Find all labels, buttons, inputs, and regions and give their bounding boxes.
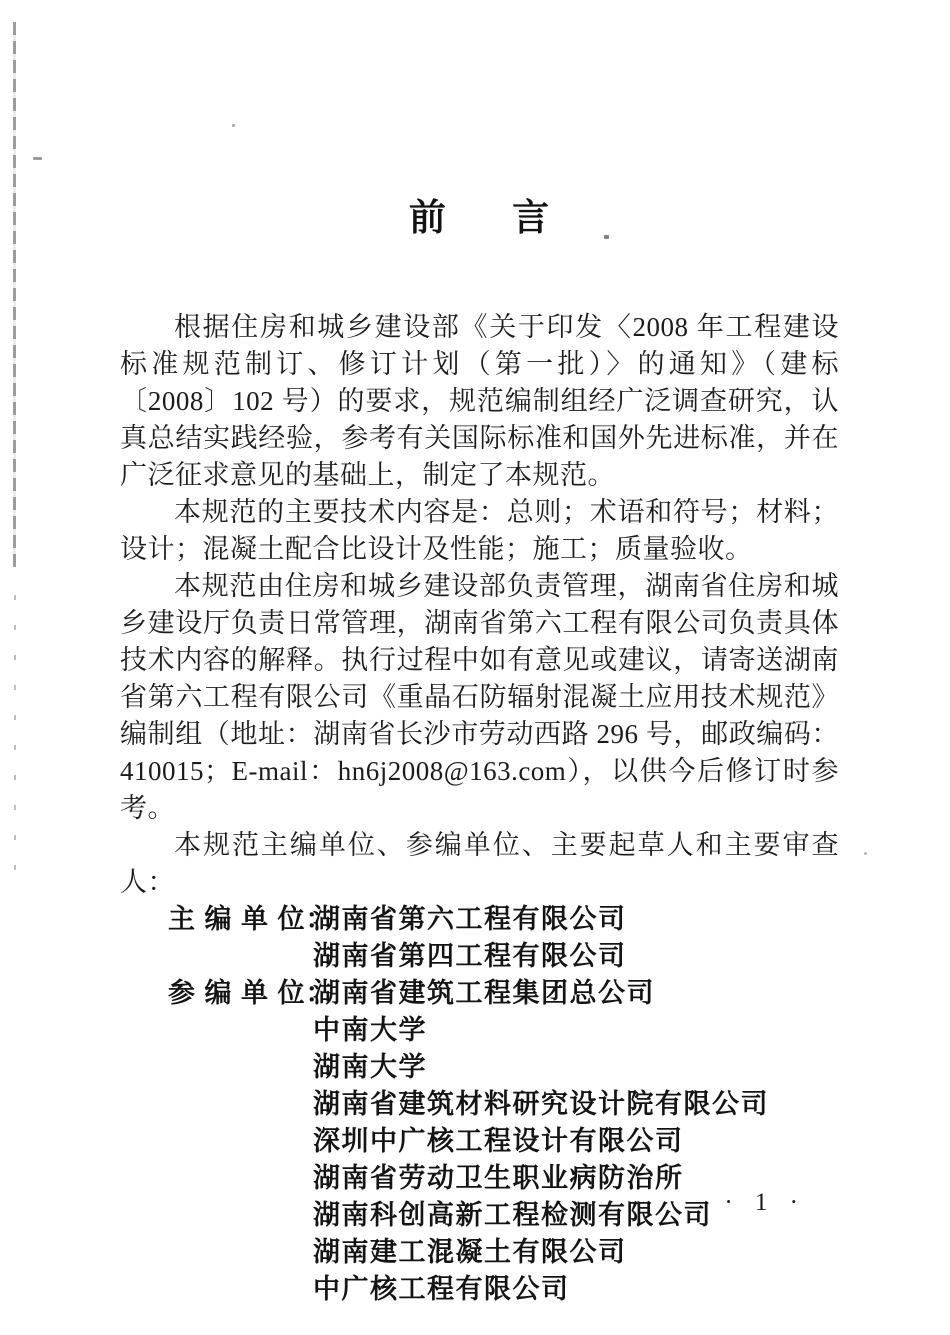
- binding-scan-line: [13, 22, 16, 567]
- org-unit: 湖南省第六工程有限公司: [313, 904, 627, 934]
- participating-units: [313, 975, 839, 1308]
- org-unit: 湖南省建筑工程集团总公司: [313, 978, 655, 1008]
- participating-units-row: [120, 975, 839, 1308]
- org-unit: 湖南省建筑材料研究设计院有限公司: [313, 1089, 769, 1119]
- scan-speck: [33, 157, 42, 160]
- scan-speck: [864, 852, 867, 855]
- org-unit: 湖南大学: [313, 1052, 427, 1082]
- page-content: [120, 0, 839, 1308]
- binding-scan-line-faint: [14, 595, 16, 890]
- organizations-section: [120, 901, 839, 1308]
- paragraph-technical-content: 本规范的主要技术内容是：总则；术语和符号；材料；设计；混凝土配合比设计及性能；施工；质量验收。: [120, 497, 839, 564]
- paragraph-management-contact: 本规范由住房和城乡建设部负责管理，湖南省住房和城乡建设厅负责日常管理，湖南省第六工程有限公司负责具体技术内容的解释。执行过程中如有意见或建议，请寄送湖南省第六工程有限公司《重晶石防辐射混凝土应用技术规范》编制组（地址：湖南省长沙市劳动西路 296 号，邮政编码：410015；E-mail：hn6j2008@163.com），以供今后修订时参考。: [120, 571, 839, 823]
- paragraph-requirement-basis: 根据住房和城乡建设部《关于印发〈2008 年工程建设标准规范制订、修订计划（第一批）〉的通知》（建标〔2008〕102 号）的要求，规范编制组经广泛调查研究，认真总结实践经验，参考有关国际标准和国外先进标准，并在广泛征求意见的基础上，制定了本规范。: [120, 312, 839, 490]
- chief-editor-label: 主 编 单 位：: [168, 904, 334, 934]
- org-unit: 中广核工程有限公司: [313, 1274, 570, 1304]
- paragraph-units-intro: 本规范主编单位、参编单位、主要起草人和主要审查人：: [120, 830, 839, 897]
- foreword-body: [120, 309, 839, 901]
- org-unit: 湖南科创高新工程检测有限公司: [313, 1200, 712, 1230]
- page-number: · 1 ·: [724, 1189, 806, 1216]
- org-unit: 中南大学: [313, 1015, 427, 1045]
- chief-editor-row: [120, 901, 839, 975]
- page-title: 前 言: [408, 197, 551, 238]
- org-unit: 深圳中广核工程设计有限公司: [313, 1126, 684, 1156]
- org-unit: 湖南省劳动卫生职业病防治所: [313, 1163, 684, 1193]
- org-unit: 湖南建工混凝土有限公司: [313, 1237, 627, 1267]
- org-unit: 湖南省第四工程有限公司: [313, 941, 627, 971]
- chief-editor-units: [313, 901, 839, 975]
- participating-units-label: 参 编 单 位：: [168, 978, 334, 1008]
